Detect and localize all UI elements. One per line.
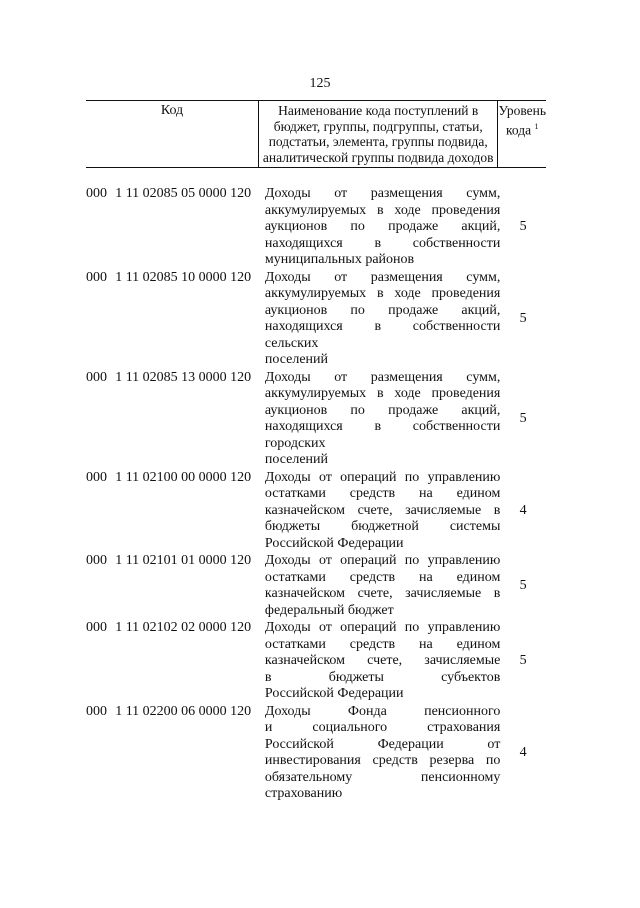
page-number: 125 (309, 76, 331, 91)
income-name-line: обязательному пенсионному (264, 769, 501, 785)
income-name-line: Российской Федерации (264, 535, 404, 551)
income-name-line: остатками средств на едином (264, 569, 501, 585)
income-name-line: бюджеты бюджетной системы (264, 519, 501, 534)
income-name-line: Доходы от операций по управлению (264, 620, 501, 635)
header-level-label: Уровень кода (498, 103, 546, 137)
income-name-line: поселений (264, 452, 329, 467)
income-name-line: инвестирования средств резерва по (264, 753, 501, 768)
classification-code: 1 11 02102 02 0000 120 (115, 620, 252, 635)
admin-code: 000 (86, 469, 107, 485)
table-row (86, 370, 546, 469)
admin-code: 000 (86, 369, 107, 385)
code-level: 4 (519, 502, 527, 518)
income-name-line: федеральный бюджет (264, 602, 394, 618)
classification-code: 1 11 02100 00 0000 120 (115, 469, 252, 485)
admin-code: 000 (86, 553, 107, 568)
header-code: Код (160, 103, 184, 118)
income-name-line: аукционов по продаже акций, (264, 302, 501, 318)
code-level: 5 (519, 219, 527, 234)
income-name-line: аккумулируемых в ходе проведения (264, 386, 501, 401)
income-name-line: аккумулируемых в ходе проведения (264, 202, 501, 218)
table-body (86, 186, 546, 803)
table-row (86, 186, 546, 269)
header-level-footnote: 1 (534, 121, 539, 131)
income-name-line: аккумулируемых в ходе проведения (264, 286, 501, 301)
income-name-line: аукционов по продаже акций, (264, 219, 501, 234)
header-level (498, 101, 546, 167)
income-name (265, 704, 500, 803)
income-name-line: остатками средств на едином (264, 486, 501, 501)
income-name-line: Российской Федерации от (264, 736, 501, 752)
income-name-line: находящихся в собственности (264, 235, 501, 251)
admin-code: 000 (86, 186, 107, 201)
header-name: Наименование кода поступлений в бюджет, группы, подгруппы, статьи, подстатьи, элемента, группы подвида, аналитической группы подвида доходов (258, 101, 498, 167)
income-name-line: в бюджеты субъектов (264, 669, 501, 685)
table-row (86, 704, 546, 803)
income-name-line: находящихся в собственности сельских (264, 319, 501, 351)
income-name-line: Доходы от операций по управлению (264, 469, 501, 485)
income-name (265, 470, 500, 553)
income-name-line: и социального страхования (264, 720, 501, 735)
income-name (265, 270, 500, 369)
income-name-line: Российской Федерации (264, 686, 404, 701)
classification-code: 1 11 02085 10 0000 120 (115, 269, 252, 285)
income-name-line: Доходы от размещения сумм, (264, 269, 501, 285)
income-name-line: находящихся в собственности городских (264, 419, 501, 451)
income-name-line: казначейском счете, зачисляемые в (264, 586, 501, 601)
code-level: 5 (519, 577, 527, 593)
income-name-line: страхованию (264, 786, 343, 801)
admin-code: 000 (86, 269, 107, 285)
classification-code: 1 11 02200 06 0000 120 (115, 703, 252, 719)
table-row (86, 270, 546, 369)
income-name-line: казначейском счете, зачисляемые в (264, 502, 501, 518)
income-name-line: казначейском счете, зачисляемые (264, 653, 501, 668)
income-name-line: Доходы от размещения сумм, (264, 369, 501, 385)
income-name (265, 186, 500, 269)
income-name (265, 553, 500, 619)
admin-code: 000 (86, 703, 107, 719)
income-name-line: муниципальных районов (264, 252, 415, 267)
income-name-line: Доходы от операций по управлению (264, 553, 501, 568)
code-level: 5 (519, 310, 527, 326)
table-row (86, 553, 546, 619)
table-header (86, 100, 546, 168)
table-row (86, 470, 546, 553)
income-name-line: аукционов по продаже акций, (264, 402, 501, 418)
admin-code: 000 (86, 620, 107, 635)
income-name (265, 620, 500, 703)
income-name-line: Доходы от размещения сумм, (264, 186, 501, 201)
income-name-line: остатками средств на едином (264, 636, 501, 652)
classification-code: 1 11 02085 13 0000 120 (115, 369, 252, 385)
classification-code: 1 11 02101 01 0000 120 (115, 553, 252, 568)
table-row (86, 620, 546, 703)
classification-code: 1 11 02085 05 0000 120 (115, 186, 252, 201)
code-level: 5 (519, 410, 527, 426)
income-name (265, 370, 500, 469)
code-level: 4 (519, 744, 527, 760)
code-level: 5 (519, 653, 527, 668)
income-name-line: поселений (264, 352, 329, 367)
income-name-line: Доходы Фонда пенсионного (264, 703, 501, 719)
